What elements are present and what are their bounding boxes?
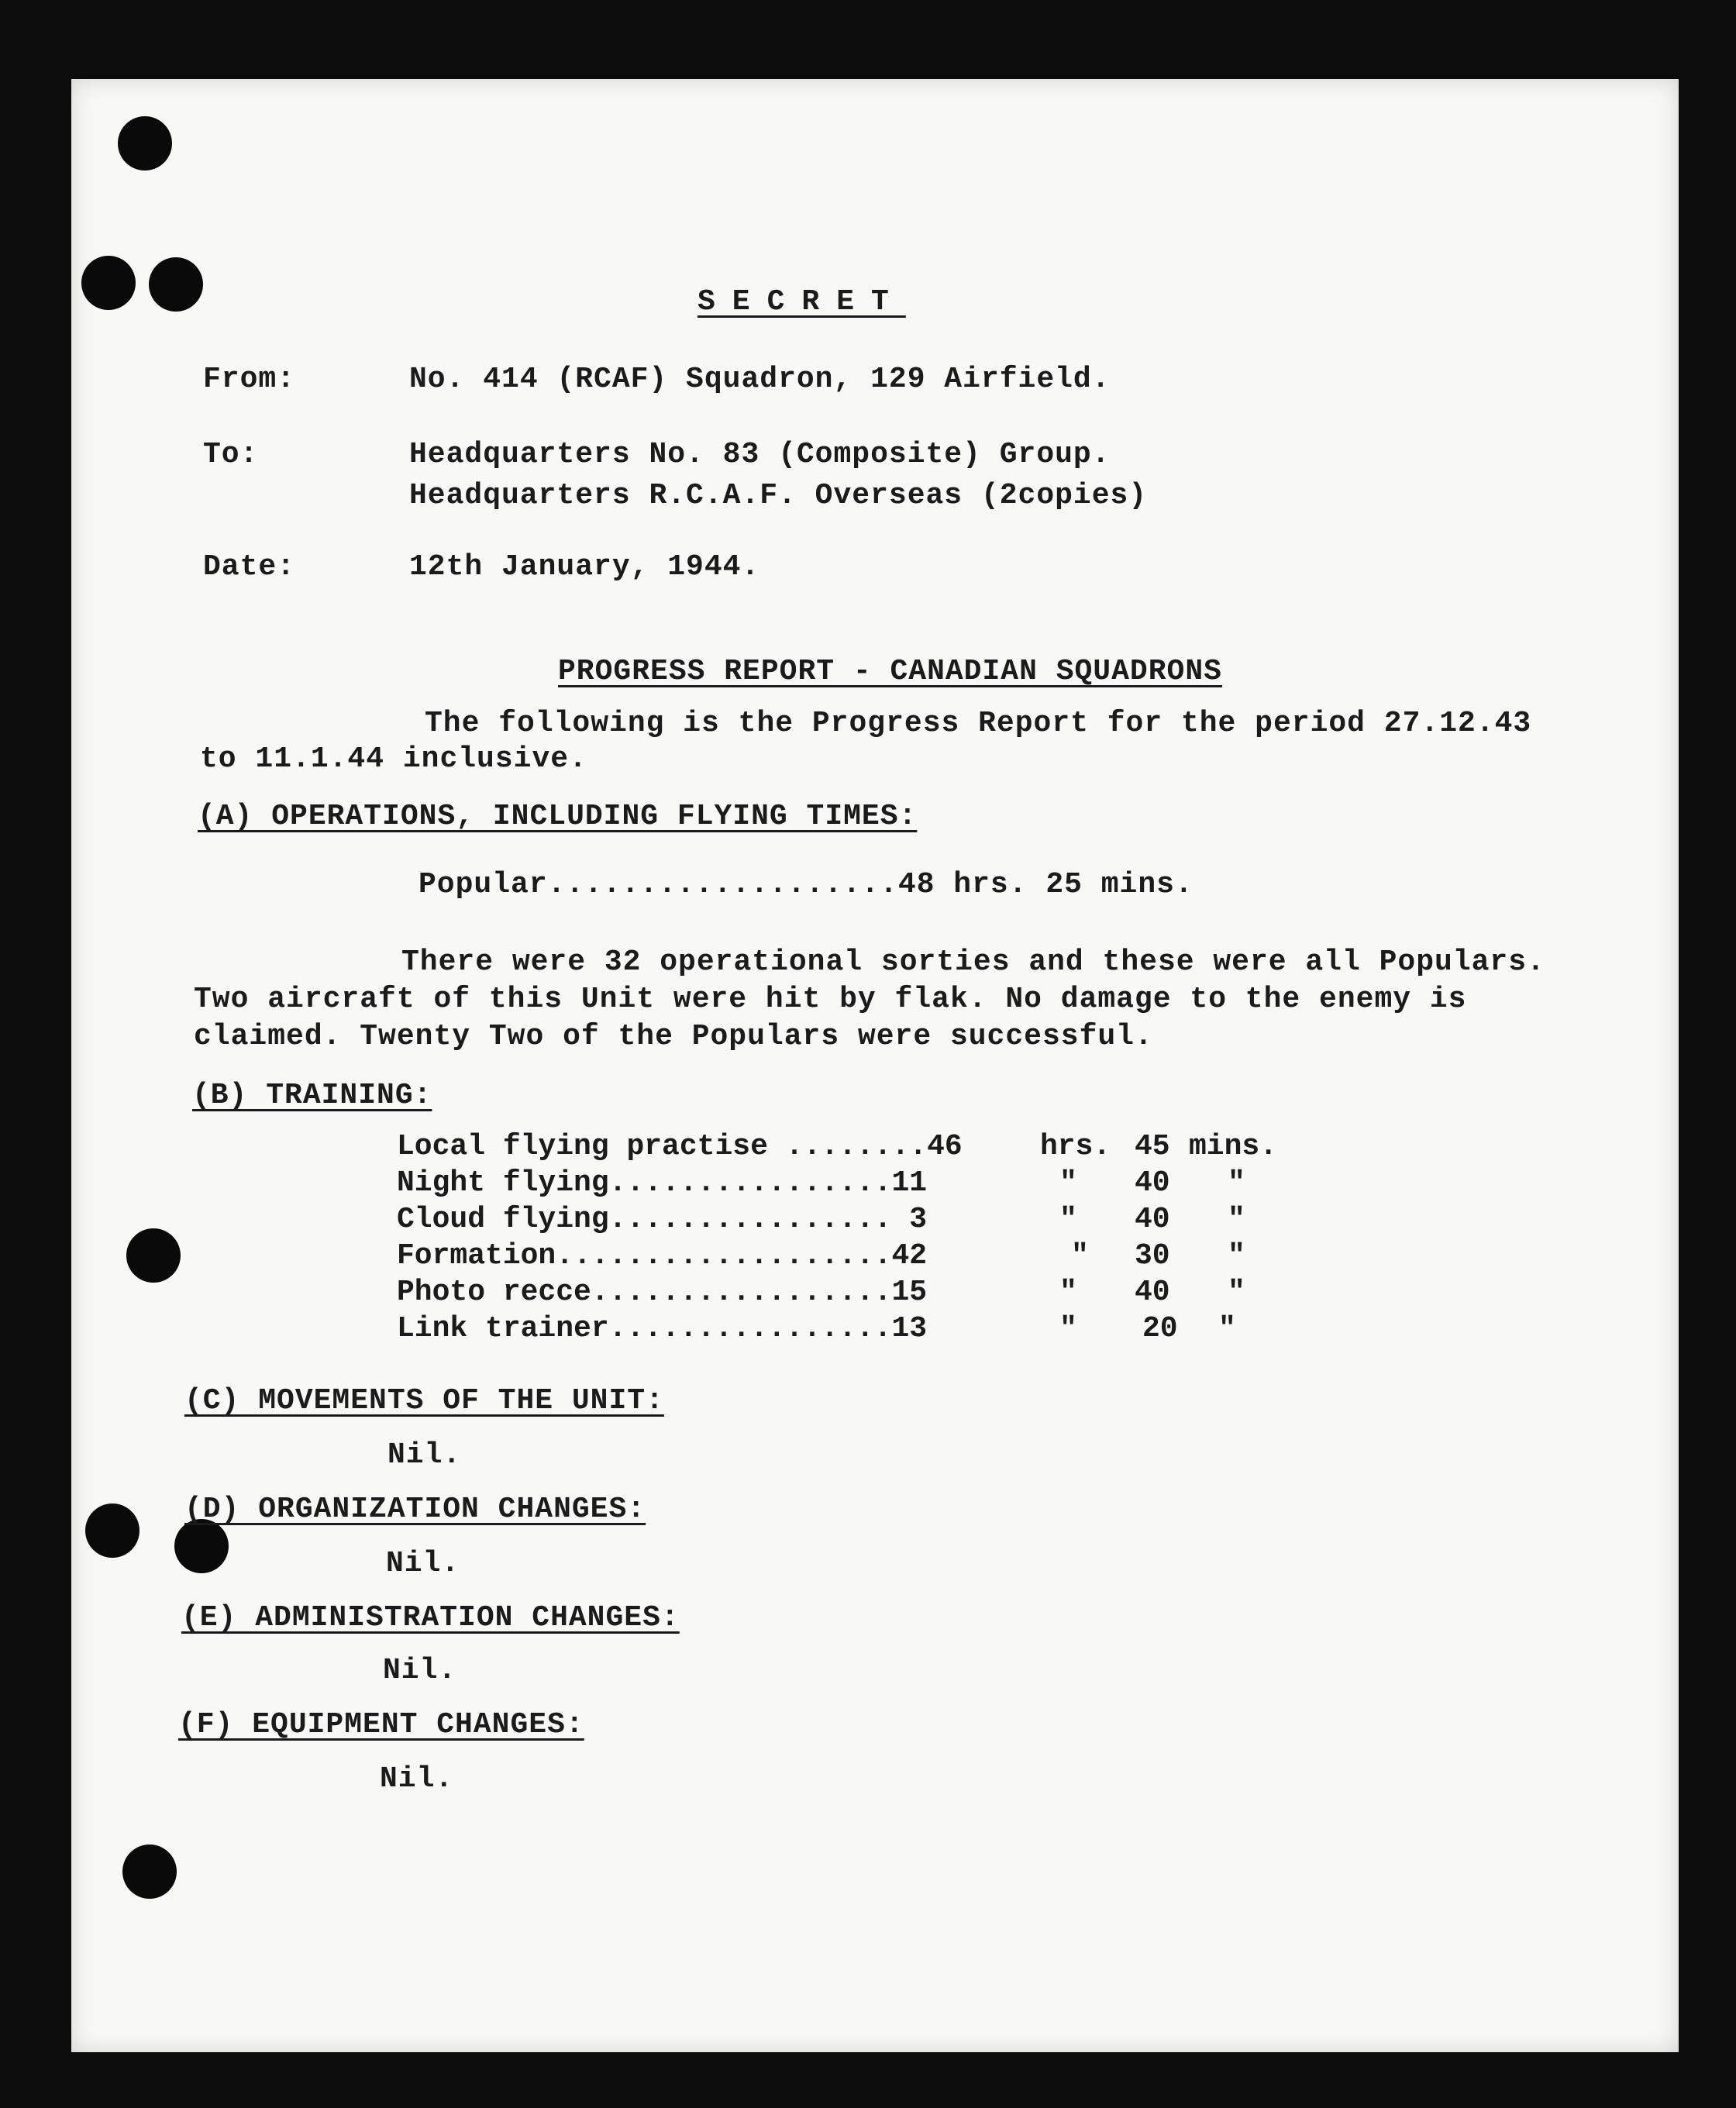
punch-hole-4	[126, 1228, 181, 1283]
section-c-value: Nil.	[388, 1438, 462, 1472]
training-unit: "	[1228, 1276, 1245, 1309]
section-a-para-line-2: Two aircraft of this Unit were hit by flak. No damage to the enemy is	[194, 983, 1467, 1016]
training-hrs: "	[1071, 1239, 1089, 1273]
punch-hole-5	[85, 1504, 140, 1558]
date-value: 12th January, 1944.	[409, 550, 760, 584]
secret-heading: SECRET	[698, 285, 906, 319]
training-mins: 45	[1135, 1130, 1170, 1163]
to-line-2: Headquarters R.C.A.F. Overseas (2copies)	[409, 479, 1148, 512]
date-label: Date:	[203, 550, 296, 584]
punch-hole-3	[149, 257, 203, 312]
popular-line: Popular...................48 hrs. 25 mins.	[418, 868, 1194, 901]
section-e-heading: (E) ADMINISTRATION CHANGES:	[181, 1601, 680, 1634]
section-d-heading: (D) ORGANIZATION CHANGES:	[184, 1493, 646, 1526]
section-a-para-line-3: claimed. Twenty Two of the Populars were successful.	[194, 1020, 1153, 1053]
training-unit: "	[1218, 1312, 1236, 1345]
training-mins: 40	[1135, 1276, 1170, 1309]
training-unit: mins.	[1189, 1130, 1278, 1163]
punch-hole-1	[118, 116, 172, 170]
section-b-heading: (B) TRAINING:	[192, 1079, 432, 1112]
punch-hole-6	[174, 1519, 229, 1573]
report-title: PROGRESS REPORT - CANADIAN SQUADRONS	[558, 655, 1222, 688]
punch-hole-2	[81, 256, 136, 310]
training-hrs: hrs.	[1040, 1130, 1111, 1163]
training-label: Cloud flying................ 3	[397, 1203, 928, 1236]
training-mins: 30	[1135, 1239, 1170, 1273]
training-unit: "	[1228, 1239, 1245, 1273]
training-mins: 20	[1142, 1312, 1178, 1345]
training-hrs: "	[1059, 1312, 1077, 1345]
punch-hole-7	[122, 1844, 177, 1899]
from-value: No. 414 (RCAF) Squadron, 129 Airfield.	[409, 363, 1111, 396]
training-hrs: "	[1059, 1203, 1077, 1236]
section-d-value: Nil.	[386, 1547, 460, 1580]
training-unit: "	[1228, 1166, 1245, 1200]
training-hrs: "	[1059, 1166, 1077, 1200]
section-f-value: Nil.	[380, 1762, 454, 1796]
training-label: Formation...................42	[397, 1239, 928, 1273]
training-label: Photo recce.................15	[397, 1276, 928, 1309]
training-unit: "	[1228, 1203, 1245, 1236]
intro-line-1: The following is the Progress Report for the period 27.12.43	[425, 707, 1532, 740]
training-label: Night flying................11	[397, 1166, 928, 1200]
section-a-heading: (A) OPERATIONS, INCLUDING FLYING TIMES:	[198, 800, 918, 833]
section-a-para-line-1: There were 32 operational sorties and these were all Populars.	[401, 946, 1545, 979]
training-mins: 40	[1135, 1166, 1170, 1200]
training-hrs: "	[1059, 1276, 1077, 1309]
training-label: Local flying practise ........46	[397, 1130, 963, 1163]
intro-line-2: to 11.1.44 inclusive.	[200, 742, 587, 776]
training-mins: 40	[1135, 1203, 1170, 1236]
section-e-value: Nil.	[383, 1654, 457, 1687]
section-f-heading: (F) EQUIPMENT CHANGES:	[178, 1708, 584, 1741]
from-label: From:	[203, 363, 296, 396]
to-label: To:	[203, 438, 259, 471]
section-c-heading: (C) MOVEMENTS OF THE UNIT:	[184, 1384, 664, 1417]
to-line-1: Headquarters No. 83 (Composite) Group.	[409, 438, 1111, 471]
training-label: Link trainer................13	[397, 1312, 928, 1345]
